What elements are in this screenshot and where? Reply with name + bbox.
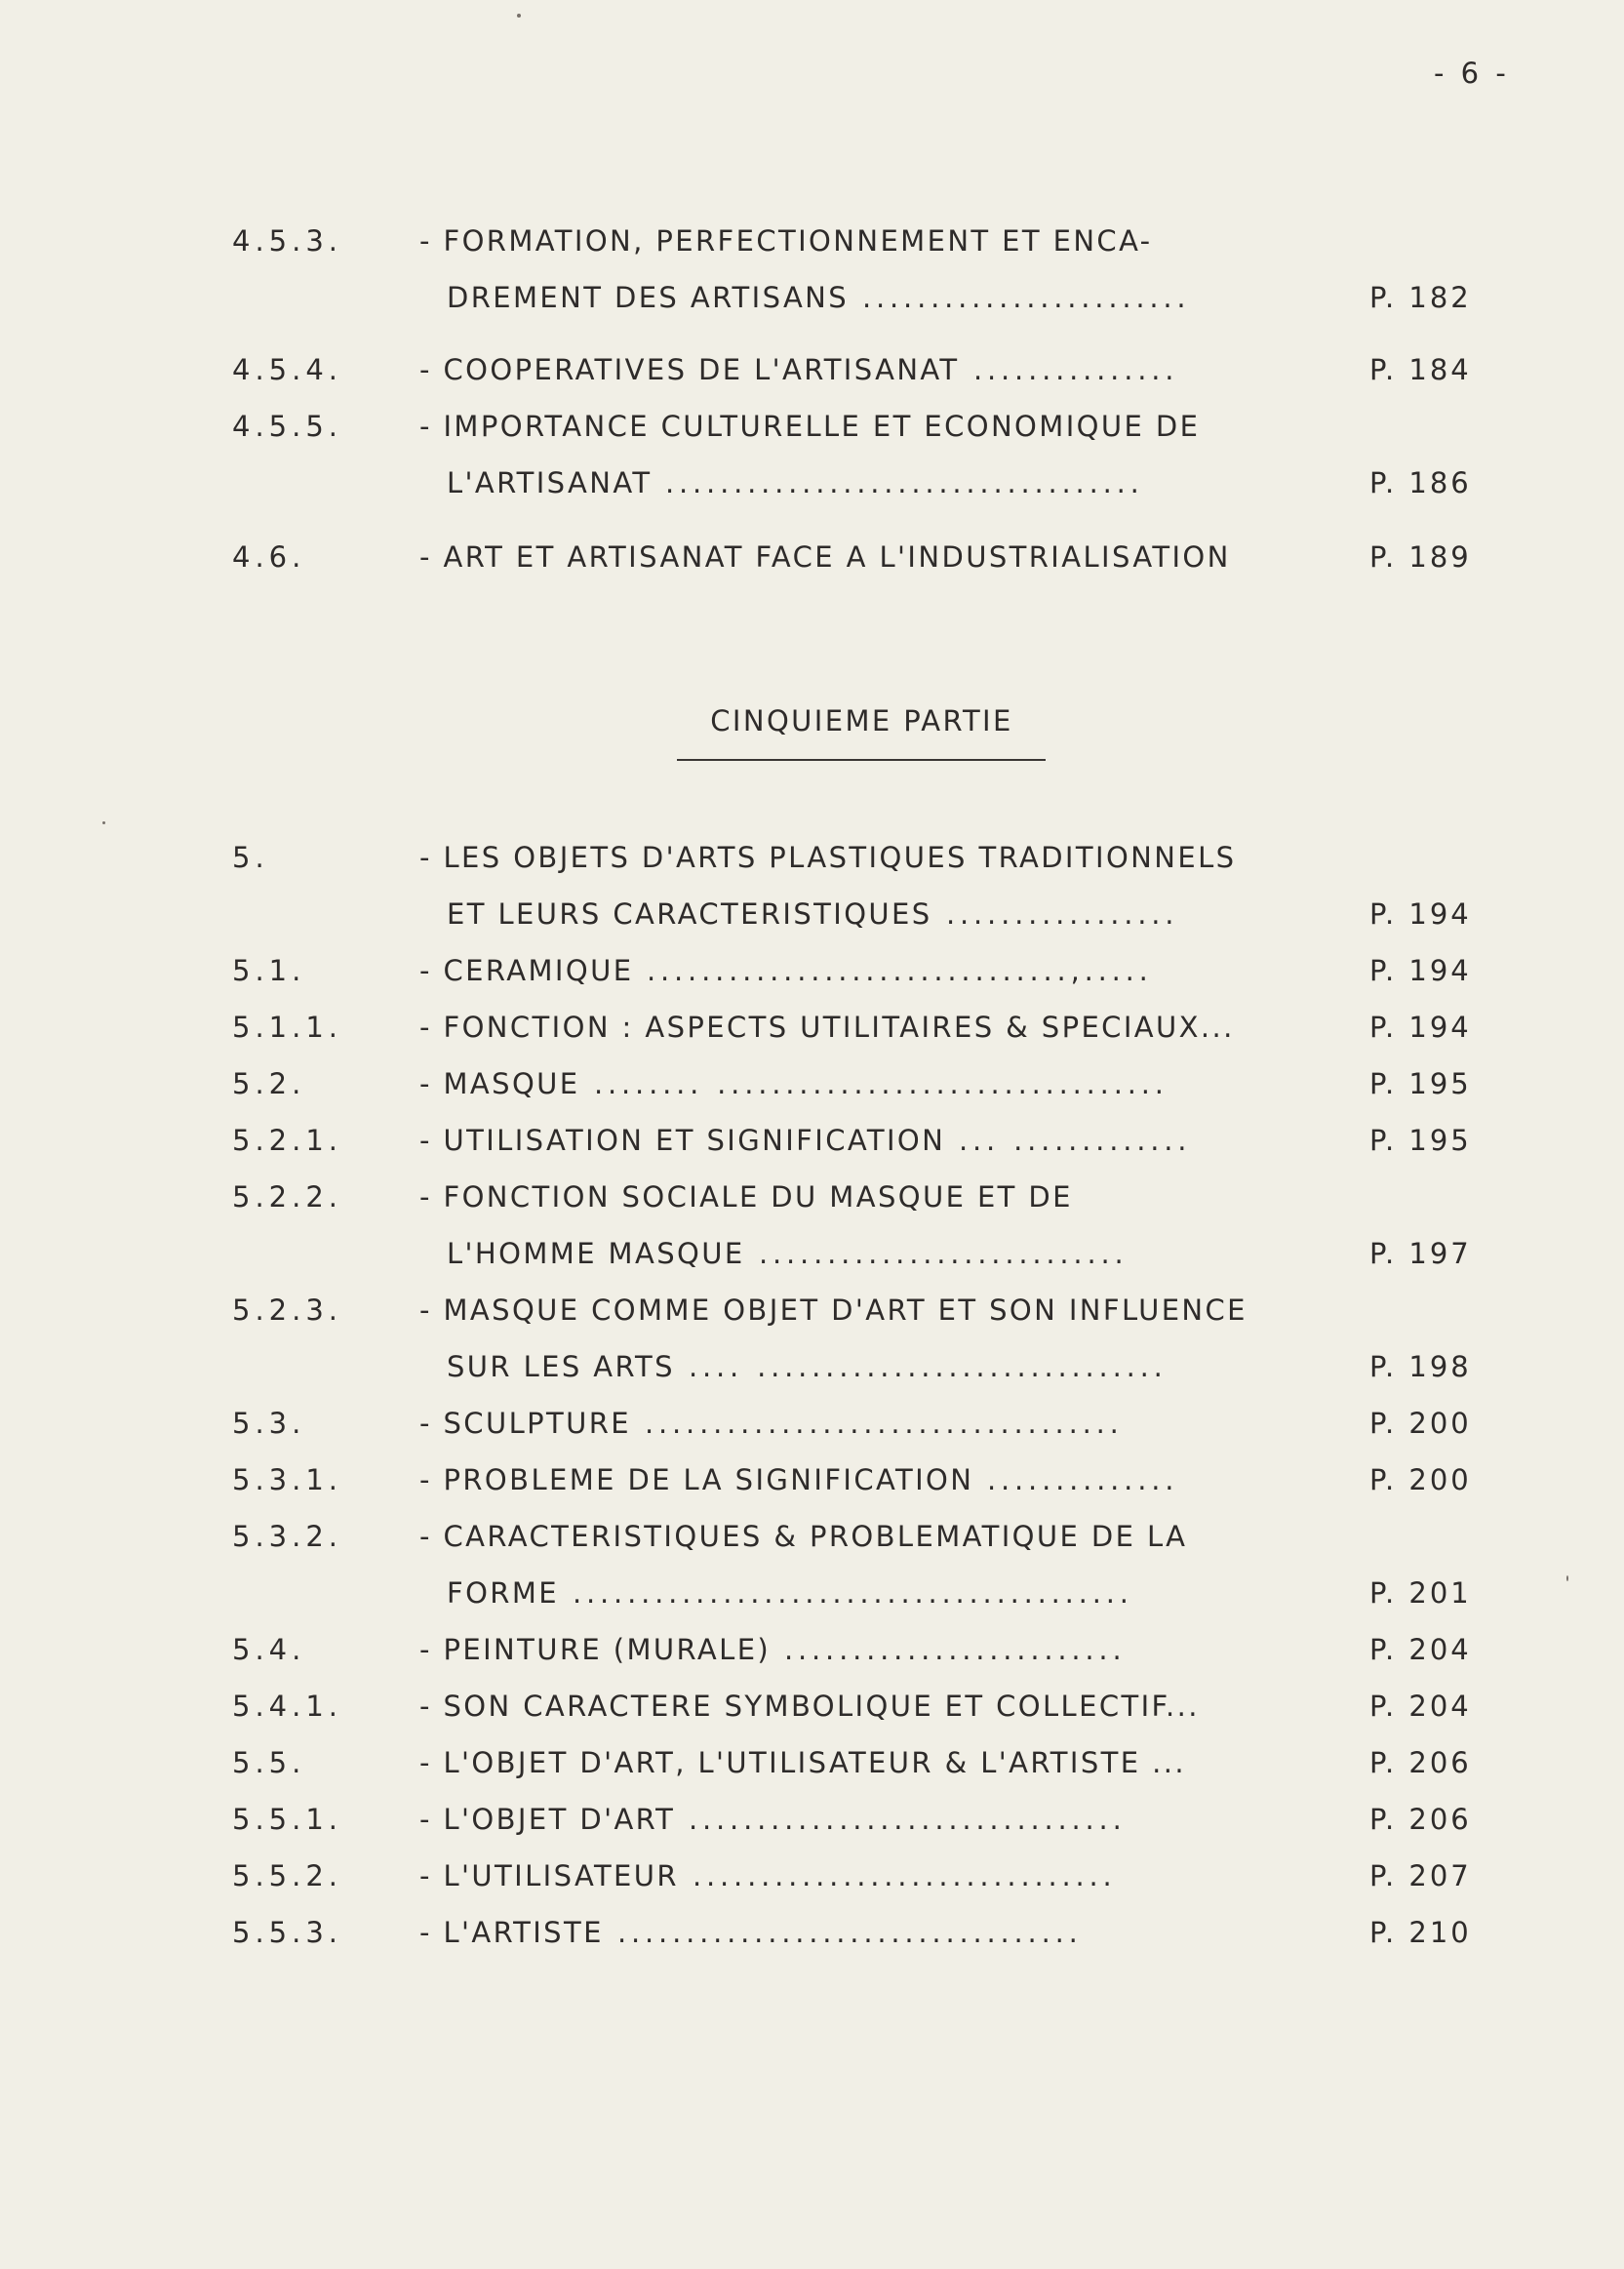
dot-leader: ................................... (645, 1407, 1124, 1440)
entry-title: - FONCTION SOCIALE DU MASQUE ET DE (419, 1180, 1073, 1214)
entry-number: 5.2.3. (232, 1294, 343, 1327)
entry-line (0, 1395, 1624, 1452)
entry-page-number: P. 197 (1369, 1237, 1472, 1270)
entry-line (0, 341, 1624, 398)
toc-entry (0, 829, 1624, 942)
dot-leader: ......................... (784, 1633, 1127, 1666)
entry-page-number: P. 189 (1369, 540, 1472, 574)
entry-number: 5.5.2. (232, 1859, 343, 1892)
toc-entry (0, 1791, 1624, 1848)
entry-title: - L'OBJET D'ART (419, 1803, 676, 1836)
toc-entry (0, 1848, 1624, 1904)
dot-leader: ......................................... (573, 1576, 1133, 1610)
entry-line (0, 942, 1624, 999)
entry-line (0, 1112, 1624, 1169)
entry-number: 5.4. (232, 1633, 306, 1666)
entry-line (0, 1904, 1624, 1961)
entry-line (0, 999, 1624, 1055)
toc-entry (0, 1452, 1624, 1508)
toc-entry (0, 529, 1624, 585)
entry-line (0, 269, 1624, 326)
dot-leader: .... .............................. (689, 1350, 1168, 1383)
entry-title: L'HOMME MASQUE (447, 1237, 745, 1270)
toc-entry (0, 398, 1624, 511)
entry-number: 5.2. (232, 1067, 306, 1100)
paper-speck (517, 14, 521, 18)
dot-leader: ................................... (665, 466, 1144, 499)
entry-line (0, 1621, 1624, 1678)
entry-number: 5.5. (232, 1746, 306, 1779)
entry-page-number: P. 194 (1369, 954, 1472, 987)
entry-title: L'ARTISANAT (447, 466, 653, 499)
toc-entry (0, 1904, 1624, 1961)
entry-line (0, 455, 1624, 511)
toc-entry (0, 341, 1624, 398)
page-number: - 6 - (1434, 57, 1510, 90)
dot-leader: ........ ................................. (594, 1067, 1168, 1100)
entry-page-number: P. 207 (1369, 1859, 1472, 1892)
entry-page-number: P. 206 (1369, 1803, 1472, 1836)
entry-number: 4.5.3. (232, 224, 343, 258)
entry-title: - L'OBJET D'ART, L'UTILISATEUR & L'ARTISTE ... (419, 1746, 1186, 1779)
entry-page-number: P. 204 (1369, 1690, 1472, 1723)
entry-page-number: P. 184 (1369, 353, 1472, 386)
entry-number: 4.5.4. (232, 353, 343, 386)
toc-entry (0, 942, 1624, 999)
toc-entry (0, 213, 1624, 326)
entry-line (0, 1678, 1624, 1734)
dot-leader: ........................... (759, 1237, 1129, 1270)
toc-entry (0, 1508, 1624, 1621)
entry-page-number: P. 200 (1369, 1463, 1472, 1496)
entry-title: ET LEURS CARACTERISTIQUES (447, 897, 932, 931)
dot-leader: ................. (946, 897, 1179, 931)
toc-entry (0, 1055, 1624, 1112)
entry-title: - SON CARACTERE SYMBOLIQUE ET COLLECTIF... (419, 1690, 1200, 1723)
entry-line (0, 1791, 1624, 1848)
entry-number: 5.3.2. (232, 1520, 343, 1553)
entry-page-number: P. 186 (1369, 466, 1472, 499)
dot-leader: .................................. (617, 1916, 1083, 1949)
toc-entry (0, 999, 1624, 1055)
heading-underline (677, 759, 1046, 761)
entry-line (0, 1338, 1624, 1395)
entry-number: 5.3.1. (232, 1463, 343, 1496)
entry-line (0, 886, 1624, 942)
entry-title: - PEINTURE (MURALE) (419, 1633, 772, 1666)
entry-title: - ART ET ARTISANAT FACE A L'INDUSTRIALISATION (419, 540, 1231, 574)
entry-page-number: P. 194 (1369, 897, 1472, 931)
entry-page-number: P. 195 (1369, 1067, 1472, 1100)
entry-line (0, 1225, 1624, 1282)
entry-line (0, 829, 1624, 886)
entry-number: 5.2.1. (232, 1124, 343, 1157)
dot-leader: ............................... (693, 1859, 1117, 1892)
entry-line (0, 1055, 1624, 1112)
entry-title: - CARACTERISTIQUES & PROBLEMATIQUE DE LA (419, 1520, 1188, 1553)
entry-number: 5. (232, 841, 269, 874)
dot-leader: .............. (987, 1463, 1179, 1496)
toc-entry (0, 1395, 1624, 1452)
entry-title: - FONCTION : ASPECTS UTILITAIRES & SPECIAUX... (419, 1011, 1235, 1044)
entry-line (0, 213, 1624, 269)
entry-number: 5.1.1. (232, 1011, 343, 1044)
entry-page-number: P. 206 (1369, 1746, 1472, 1779)
entry-line (0, 1848, 1624, 1904)
dot-leader: ............... (973, 353, 1179, 386)
entry-page-number: P. 204 (1369, 1633, 1472, 1666)
entry-line (0, 1452, 1624, 1508)
entry-page-number: P. 201 (1369, 1576, 1472, 1610)
entry-number: 5.3. (232, 1407, 306, 1440)
entry-line (0, 1565, 1624, 1621)
entry-number: 5.1. (232, 954, 306, 987)
toc-entry (0, 1734, 1624, 1791)
entry-number: 5.4.1. (232, 1690, 343, 1723)
entry-number: 5.5.1. (232, 1803, 343, 1836)
entry-page-number: P. 194 (1369, 1011, 1472, 1044)
entry-page-number: P. 198 (1369, 1350, 1472, 1383)
entry-title: - UTILISATION ET SIGNIFICATION (419, 1124, 946, 1157)
entry-title: - IMPORTANCE CULTURELLE ET ECONOMIQUE DE (419, 410, 1201, 443)
entry-number: 4.5.5. (232, 410, 343, 443)
toc-entry (0, 1112, 1624, 1169)
entry-title: DREMENT DES ARTISANS (447, 281, 850, 314)
toc-entry (0, 1169, 1624, 1282)
entry-number: 5.5.3. (232, 1916, 343, 1949)
entry-line (0, 529, 1624, 585)
entry-title: - CERAMIQUE (419, 954, 634, 987)
entry-title: - SCULPTURE (419, 1407, 632, 1440)
dot-leader: ...............................,..... (647, 954, 1153, 987)
entry-title: - L'UTILISATEUR (419, 1859, 679, 1892)
dot-leader: ... ............. (959, 1124, 1192, 1157)
entry-title: - L'ARTISTE (419, 1916, 604, 1949)
entry-line (0, 1282, 1624, 1338)
paper-speck (102, 821, 105, 824)
entry-title: - MASQUE COMME OBJET D'ART ET SON INFLUENCE (419, 1294, 1248, 1327)
entry-number: 4.6. (232, 540, 306, 574)
part-heading-text: CINQUIEME PARTIE (710, 704, 1013, 737)
entry-line (0, 1734, 1624, 1791)
entry-title: - FORMATION, PERFECTIONNEMENT ET ENCA- (419, 224, 1153, 258)
toc-entry (0, 1678, 1624, 1734)
entry-title: - COOPERATIVES DE L'ARTISANAT (419, 353, 960, 386)
entry-title: FORME (447, 1576, 560, 1610)
toc-entry (0, 1282, 1624, 1395)
entry-line (0, 1169, 1624, 1225)
entry-page-number: P. 210 (1369, 1916, 1472, 1949)
entry-title: - MASQUE (419, 1067, 580, 1100)
entry-page-number: P. 200 (1369, 1407, 1472, 1440)
dot-leader: ................................ (689, 1803, 1127, 1836)
entry-title: SUR LES ARTS (447, 1350, 675, 1383)
entry-page-number: P. 195 (1369, 1124, 1472, 1157)
entry-title: - PROBLEME DE LA SIGNIFICATION (419, 1463, 974, 1496)
part-heading (0, 704, 1624, 737)
toc-entry (0, 1621, 1624, 1678)
entry-number: 5.2.2. (232, 1180, 343, 1214)
entry-title: - LES OBJETS D'ARTS PLASTIQUES TRADITIONNELS (419, 841, 1237, 874)
dot-leader: ........................ (862, 281, 1191, 314)
entry-line (0, 1508, 1624, 1565)
entry-line (0, 398, 1624, 455)
entry-page-number: P. 182 (1369, 281, 1472, 314)
